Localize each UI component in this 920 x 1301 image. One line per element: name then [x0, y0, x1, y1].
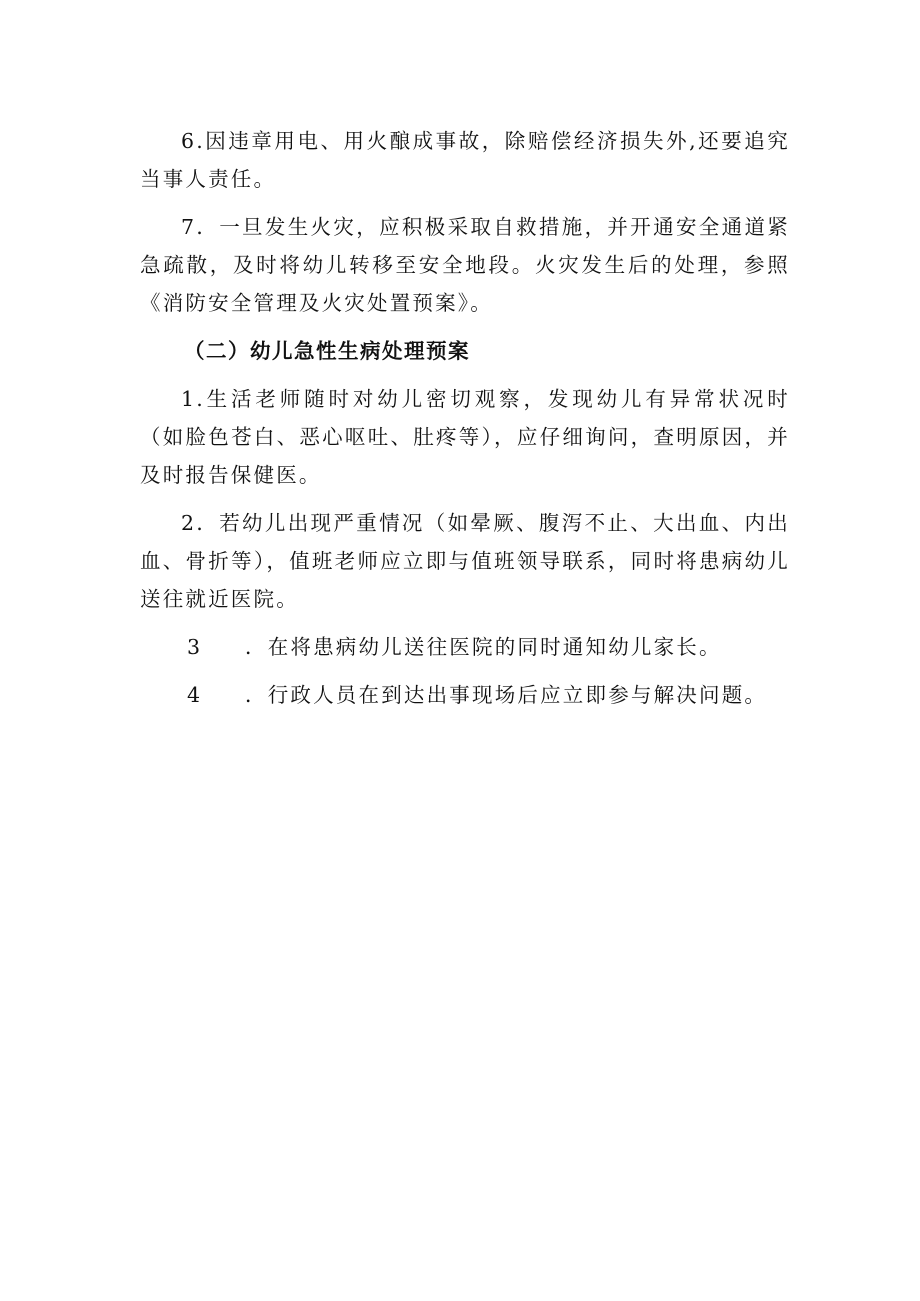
paragraph-item-2: 2．若幼儿出现严重情况（如晕厥、腹泻不止、大出血、内出血、骨折等），值班老师应立即与值班领导联系，同时将患病幼儿送往就近医院。	[140, 511, 790, 611]
item-text-4: ．行政人员在到达出事现场后应立即参与解决问题。	[245, 683, 768, 707]
paragraph-item-6: 6.因违章用电、用火酿成事故，除赔偿经济损失外,还要追究当事人责任。	[140, 129, 790, 191]
paragraph-item-3	[140, 628, 790, 666]
section-heading-2: （二）幼儿急性生病处理预案	[184, 339, 470, 363]
paragraph-item-1: 1.生活老师随时对幼儿密切观察，发现幼儿有异常状况时（如脸色苍白、恶心呕吐、肚疼等），应仔细询问，查明原因，并及时报告保健医。	[140, 387, 790, 487]
item-number-3: 3	[187, 635, 203, 659]
item-number-4: 4	[187, 683, 203, 707]
paragraph-item-7: 7．一旦发生火灾，应积极采取自救措施，并开通安全通道紧急疏散，及时将幼儿转移至安全地段。火灾发生后的处理，参照《消防安全管理及火灾处置预案》。	[140, 215, 790, 315]
document-body	[140, 122, 790, 724]
paragraph-item-4	[140, 676, 790, 714]
item-text-3: ．在将患病幼儿送往医院的同时通知幼儿家长。	[245, 635, 722, 659]
